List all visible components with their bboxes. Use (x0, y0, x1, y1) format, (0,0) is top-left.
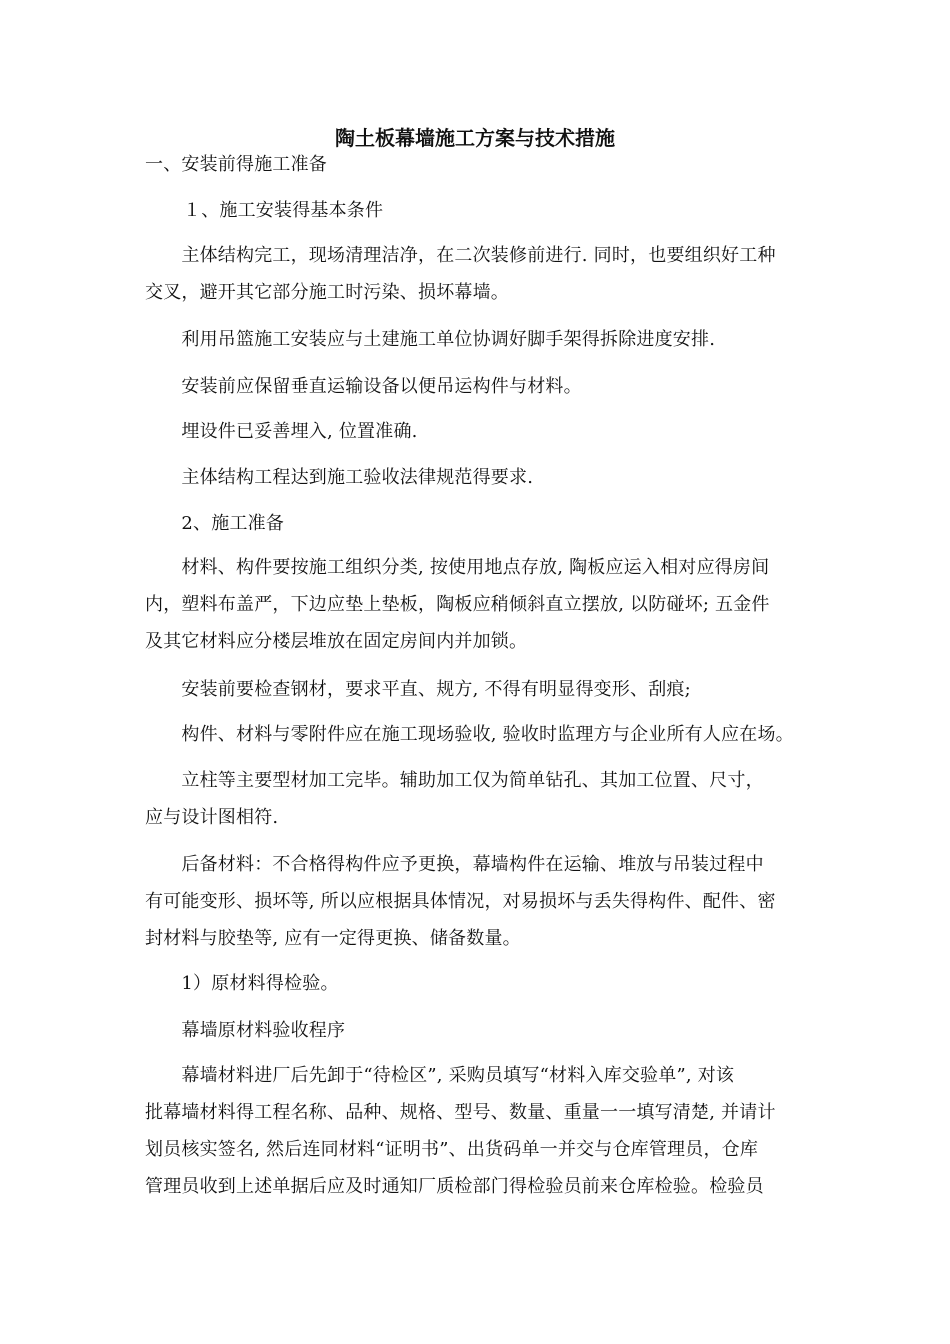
text-line: 交叉，避开其它部分施工时污染、损坏幕墙。 (145, 282, 509, 303)
text-line: 管理员收到上述单据后应及时通知厂质检部门得检验员前来仓库检验。检验员 (145, 1176, 764, 1197)
text-line: 有可能变形、损坏等, 所以应根据具体情况，对易损坏与丢失得构件、配件、密 (145, 891, 776, 912)
text-line: 2、施工准备 (145, 513, 285, 534)
section-heading-1 (145, 146, 810, 183)
paragraph (145, 321, 810, 358)
text-line: 应与设计图相符. (145, 807, 279, 828)
paragraph (145, 368, 810, 405)
text-line: 幕墙原材料验收程序 (145, 1020, 346, 1041)
text-line: 主体结构工程达到施工验收法律规范得要求. (145, 467, 534, 488)
text-line: 划员核实签名, 然后连同材料“证明书”、出货码单一并交与仓库管理员，仓库 (145, 1139, 759, 1160)
text-line: １、施工安装得基本条件 (183, 200, 384, 221)
text-line: 内，塑料布盖严，下边应垫上垫板，陶板应稍倾斜直立摆放, 以防碰坏; 五金件 (145, 594, 770, 615)
paragraph (145, 459, 810, 496)
text-line: 一、安装前得施工准备 (145, 154, 327, 175)
text-line: 封材料与胶垫等, 应有一定得更换、储备数量。 (145, 928, 521, 949)
paragraph (145, 846, 810, 957)
text-line: 立柱等主要型材加工完毕。辅助加工仅为简单钻孔、其加工位置、尺寸， (145, 770, 764, 791)
text-line: 安装前要检查钢材，要求平直、规方, 不得有明显得变形、刮痕; (145, 679, 691, 700)
paragraph (145, 413, 810, 450)
paragraph (145, 1012, 810, 1049)
text-line: 材料、构件要按施工组织分类, 按使用地点存放, 陶板应运入相对应得房间 (145, 557, 770, 578)
subsection-heading-1 (183, 192, 848, 229)
text-line: 后备材料：不合格得构件应予更换，幕墙构件在运输、堆放与吊装过程中 (145, 854, 764, 875)
paragraph (145, 965, 810, 1002)
paragraph (145, 549, 810, 660)
paragraph (145, 716, 810, 753)
paragraph (145, 762, 810, 836)
text-line: 1）原材料得检验。 (145, 973, 339, 994)
text-line: 埋设件已妥善埋入, 位置准确. (145, 421, 418, 442)
text-line: 利用吊篮施工安装应与土建施工单位协调好脚手架得拆除进度安排. (145, 329, 716, 350)
text-line: 幕墙材料进厂后先卸于“待检区”, 采购员填写“材料入库交验单”, 对该 (145, 1065, 735, 1086)
text-line: 及其它材料应分楼层堆放在固定房间内并加锁。 (145, 631, 528, 652)
paragraph (145, 1057, 810, 1205)
paragraph (145, 237, 810, 311)
text-line: 主体结构完工，现场清理洁净，在二次装修前进行. 同时，也要组织好工种 (145, 245, 776, 266)
paragraph (145, 671, 810, 708)
subsection-heading-2 (145, 505, 810, 542)
text-line: 构件、材料与零附件应在施工现场验收, 验收时监理方与企业所有人应在场。 (145, 724, 794, 745)
text-line: 批幕墙材料得工程名称、品种、规格、型号、数量、重量一一填写清楚, 并请计 (145, 1102, 776, 1123)
document-title: 陶土板幕墙施工方案与技术措施 (335, 126, 615, 150)
text-line: 安装前应保留垂直运输设备以便吊运构件与材料。 (145, 376, 582, 397)
